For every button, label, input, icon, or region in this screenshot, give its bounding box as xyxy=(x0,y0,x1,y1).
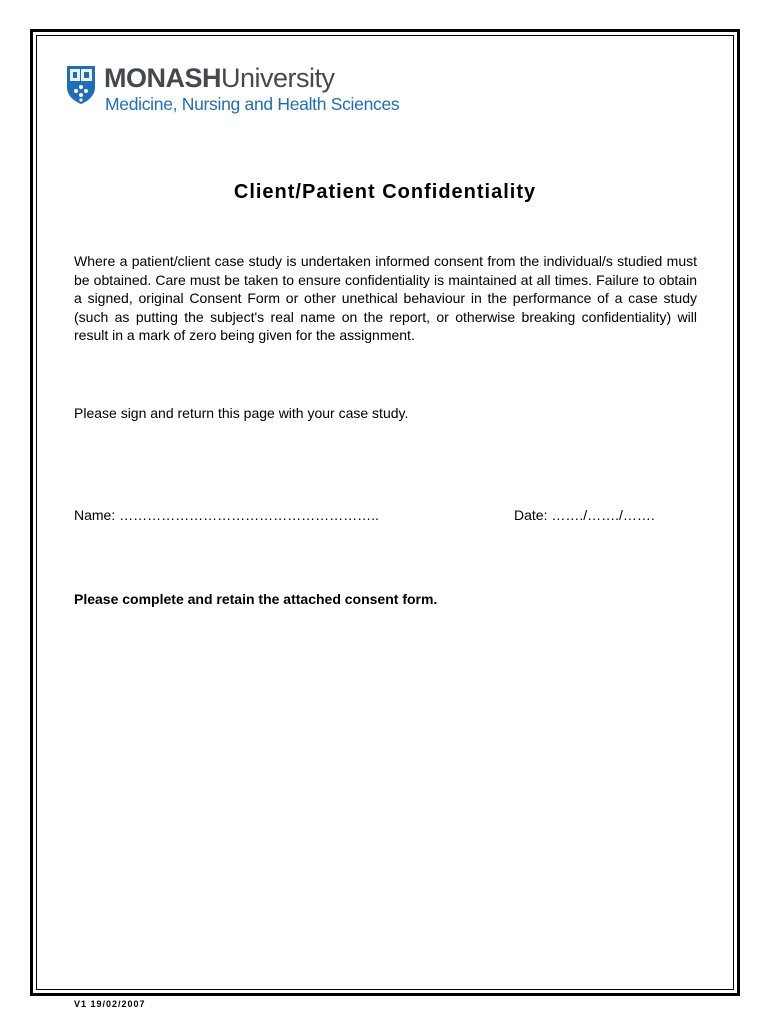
wordmark-bold: MONASH xyxy=(104,63,221,93)
faculty-name: Medicine, Nursing and Health Sciences xyxy=(105,94,400,114)
version-footer: V1 19/02/2007 xyxy=(74,999,146,1009)
wordmark-light: University xyxy=(221,63,335,93)
monash-logo xyxy=(66,62,426,118)
page-title: Client/Patient Confidentiality xyxy=(233,181,537,203)
consent-form-reminder: Please complete and retain the attached consent form. xyxy=(74,591,438,607)
date-field[interactable]: Date: ……./……./……. xyxy=(514,507,655,523)
sign-instruction: Please sign and return this page with your case study. xyxy=(74,405,409,421)
confidentiality-paragraph: Where a patient/client case study is undertaken informed consent from the individual/s studied must be obtained. Care must be taken to ensure confidentiality is maintained at all times. Failure to obtain a signed, original Consent Form or other unethical behaviour in the performance of a case study (such as putting the subject's real name on the report, or otherwise breaking confidentiality) will result in a mark of zero being given for the assignment. xyxy=(74,253,697,344)
university-wordmark xyxy=(104,62,335,94)
monash-crest-icon xyxy=(66,65,96,105)
name-signature-field[interactable]: Name: ……………………………………………….. xyxy=(74,507,379,523)
